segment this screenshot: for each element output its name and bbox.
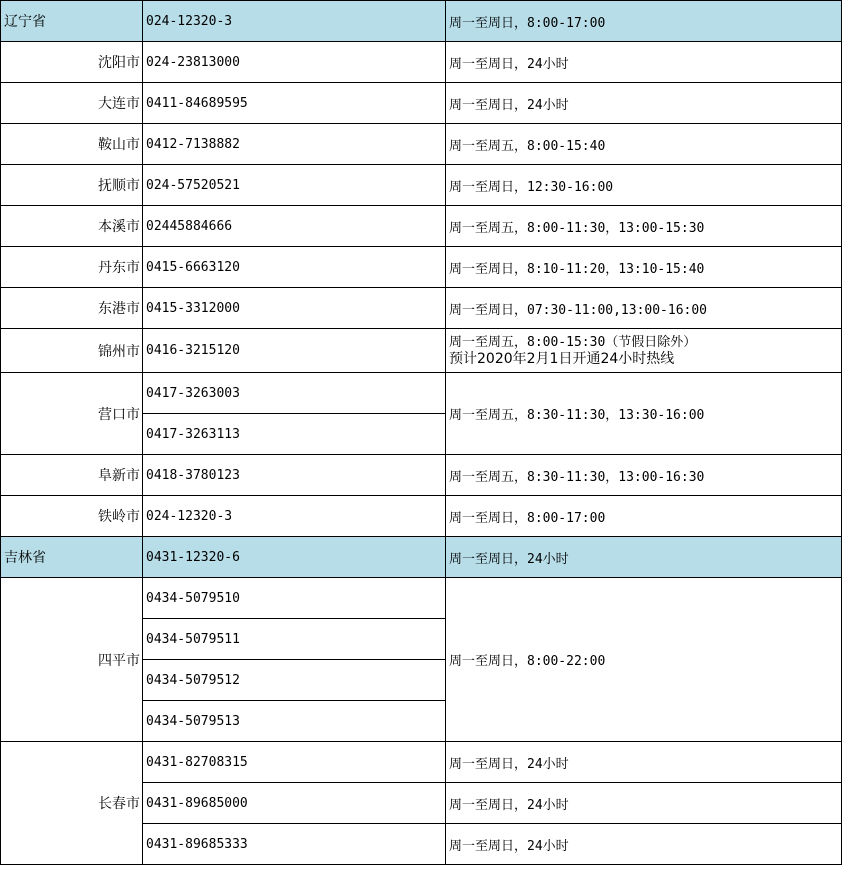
city-name: 沈阳市 — [1, 42, 143, 83]
service-hours: 周一至周日，8:00-17:00 — [446, 1, 842, 42]
table-row — [1, 329, 842, 373]
phone-number: 0412-7138882 — [143, 124, 446, 165]
table-row — [1, 496, 842, 537]
province-row-liaoning — [1, 1, 842, 42]
service-hours: 周一至周日，24小时 — [446, 783, 842, 824]
phone-number: 024-12320-3 — [143, 496, 446, 537]
service-hours-line: 周一至周五，8:00-15:30（节假日除外） — [449, 334, 697, 350]
phone-number: 0434-5079512 — [143, 660, 446, 701]
table-row — [1, 455, 842, 496]
city-name: 鞍山市 — [1, 124, 143, 165]
phone-number: 0434-5079513 — [143, 701, 446, 742]
service-hours: 周一至周日，24小时 — [446, 742, 842, 783]
service-hours — [446, 329, 842, 373]
phone-number: 024-23813000 — [143, 42, 446, 83]
table-row — [1, 742, 842, 783]
service-hours: 周一至周日，12:30-16:00 — [446, 165, 842, 206]
phone-number: 0411-84689595 — [143, 83, 446, 124]
phone-number: 0415-3312000 — [143, 288, 446, 329]
phone-number: 0431-89685000 — [143, 783, 446, 824]
table-row — [1, 165, 842, 206]
table-row — [1, 578, 842, 619]
service-hours-note: 预计2020年2月1日开通24小时热线 — [449, 350, 675, 367]
phone-number: 02445884666 — [143, 206, 446, 247]
city-name: 抚顺市 — [1, 165, 143, 206]
service-hours: 周一至周五，8:30-11:30，13:00-16:30 — [446, 455, 842, 496]
service-hours: 周一至周五，8:30-11:30，13:30-16:00 — [446, 373, 842, 455]
city-name: 营口市 — [1, 373, 143, 455]
phone-number: 0417-3263003 — [143, 373, 446, 414]
table-row — [1, 42, 842, 83]
city-name: 大连市 — [1, 83, 143, 124]
phone-number: 0434-5079510 — [143, 578, 446, 619]
city-name: 锦州市 — [1, 329, 143, 373]
service-hours: 周一至周日，8:10-11:20，13:10-15:40 — [446, 247, 842, 288]
phone-number: 024-57520521 — [143, 165, 446, 206]
table-row — [1, 288, 842, 329]
city-name: 丹东市 — [1, 247, 143, 288]
phone-number: 0431-82708315 — [143, 742, 446, 783]
table-row — [1, 206, 842, 247]
city-name: 东港市 — [1, 288, 143, 329]
province-row-jilin — [1, 537, 842, 578]
service-hours: 周一至周日，24小时 — [446, 42, 842, 83]
table-row — [1, 83, 842, 124]
city-name: 阜新市 — [1, 455, 143, 496]
service-hours: 周一至周日，8:00-22:00 — [446, 578, 842, 742]
phone-number: 0417-3263113 — [143, 414, 446, 455]
city-name: 本溪市 — [1, 206, 143, 247]
city-name: 铁岭市 — [1, 496, 143, 537]
table-row — [1, 124, 842, 165]
phone-number: 0418-3780123 — [143, 455, 446, 496]
phone-number: 0431-12320-6 — [143, 537, 446, 578]
table-row — [1, 247, 842, 288]
province-name: 辽宁省 — [1, 1, 143, 42]
service-hours: 周一至周日，24小时 — [446, 824, 842, 865]
phone-number: 0415-6663120 — [143, 247, 446, 288]
phone-number: 024-12320-3 — [143, 1, 446, 42]
service-hours: 周一至周五，8:00-11:30，13:00-15:30 — [446, 206, 842, 247]
service-hours: 周一至周日，8:00-17:00 — [446, 496, 842, 537]
service-hours: 周一至周五，8:00-15:40 — [446, 124, 842, 165]
province-name: 吉林省 — [1, 537, 143, 578]
city-name: 长春市 — [1, 742, 143, 865]
phone-number: 0434-5079511 — [143, 619, 446, 660]
phone-number: 0431-89685333 — [143, 824, 446, 865]
city-name: 四平市 — [1, 578, 143, 742]
service-hours: 周一至周日，24小时 — [446, 83, 842, 124]
phone-number: 0416-3215120 — [143, 329, 446, 373]
service-hours: 周一至周日，07:30-11:00,13:00-16:00 — [446, 288, 842, 329]
table-row — [1, 373, 842, 414]
service-hours: 周一至周日，24小时 — [446, 537, 842, 578]
